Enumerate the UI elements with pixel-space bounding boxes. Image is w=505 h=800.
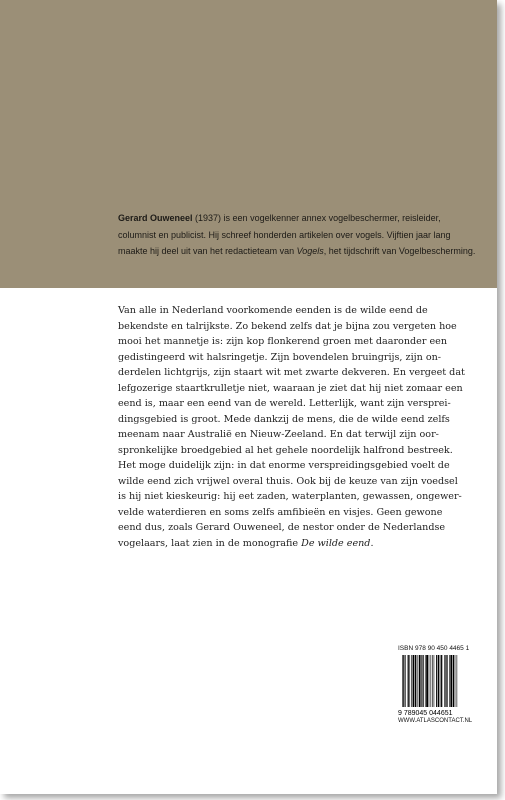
- blurb-last-text: vogelaars, laat zien in de monografie: [118, 537, 302, 549]
- author-bio-band: [0, 0, 497, 288]
- barcode-image: [398, 655, 478, 717]
- book-blurb: [118, 303, 480, 551]
- blurb-line: spronkelijke broedgebied al het gehele noordelijk halfrond bestreek.: [118, 444, 453, 456]
- blurb-line: derdelen lichtgrijs, zijn staart wit met zwarte dekveren. En vergeet dat: [118, 367, 465, 378]
- blurb-line: mooi het mannetje is: zijn kop flonkerend groen met daaronder een: [118, 336, 447, 347]
- blurb-line: meenam naar Australië en Nieuw-Zeeland. En dat terwijl zijn oor-: [118, 429, 439, 440]
- blurb-line: bekendste en talrijkste. Zo bekend zelfs dat je bijna zou vergeten hoe: [118, 320, 457, 332]
- blurb-line: Het moge duidelijk zijn: in dat enorme verspreidingsgebied voelt de: [118, 460, 450, 471]
- author-name: Gerard Ouweneel: [118, 213, 193, 223]
- blurb-last-line: [118, 536, 480, 552]
- blurb-line: eend is, maar een eend van de wereld. Letterlijk, want zijn versprei-: [118, 398, 451, 409]
- blurb-line: is hij niet kieskeurig: hij eet zaden, waterplanten, gewassen, ongewer-: [118, 491, 462, 502]
- blurb-line: velde waterdieren en soms zelfs amfibieën en visjes. Geen gewone: [118, 506, 443, 518]
- publisher-url: WWW.ATLASCONTACT.NL: [398, 718, 473, 724]
- blurb-line: dingsgebied is groot. Mede dankzij de mens, die de wilde eend zelfs: [118, 413, 450, 425]
- bio-text-2: , het tijdschrift van Vogelbescherming.: [323, 246, 476, 256]
- bio-text-1: (1937) is een vogelkenner annex vogelbeschermer, reisleider, columnist en publicist. Hij schreef honderden artikelen over vogels. Vijftien jaar lang maakte hij deel uit van het redactieteam van: [118, 213, 451, 256]
- barcode-block: [398, 645, 478, 724]
- isbn-label: ISBN 978 90 450 4465 1: [398, 645, 470, 652]
- blurb-period: .: [370, 537, 374, 549]
- barcode-digits: 9 789045 044651: [398, 710, 453, 717]
- bio-magazine-title: Vogels: [296, 246, 324, 256]
- book-title-italic: De wilde eend: [301, 537, 371, 549]
- blurb-line: gedistingeerd wit halsringetje. Zijn bovendelen bruingrijs, zijn on-: [118, 351, 442, 363]
- blurb-line: wilde eend zich vrijwel overal thuis. Ook bij de keuze van zijn voedsel: [118, 475, 458, 487]
- blurb-line: Van alle in Nederland voorkomende eenden is de wilde eend de: [118, 305, 428, 316]
- blurb-line: lefgozerige staartkrulletje niet, waaraan je ziet dat hij niet zomaar een: [118, 382, 463, 394]
- blurb-line: eend dus, zoals Gerard Ouweneel, de nestor onder de Nederlandse: [118, 522, 446, 533]
- author-bio: [118, 210, 478, 260]
